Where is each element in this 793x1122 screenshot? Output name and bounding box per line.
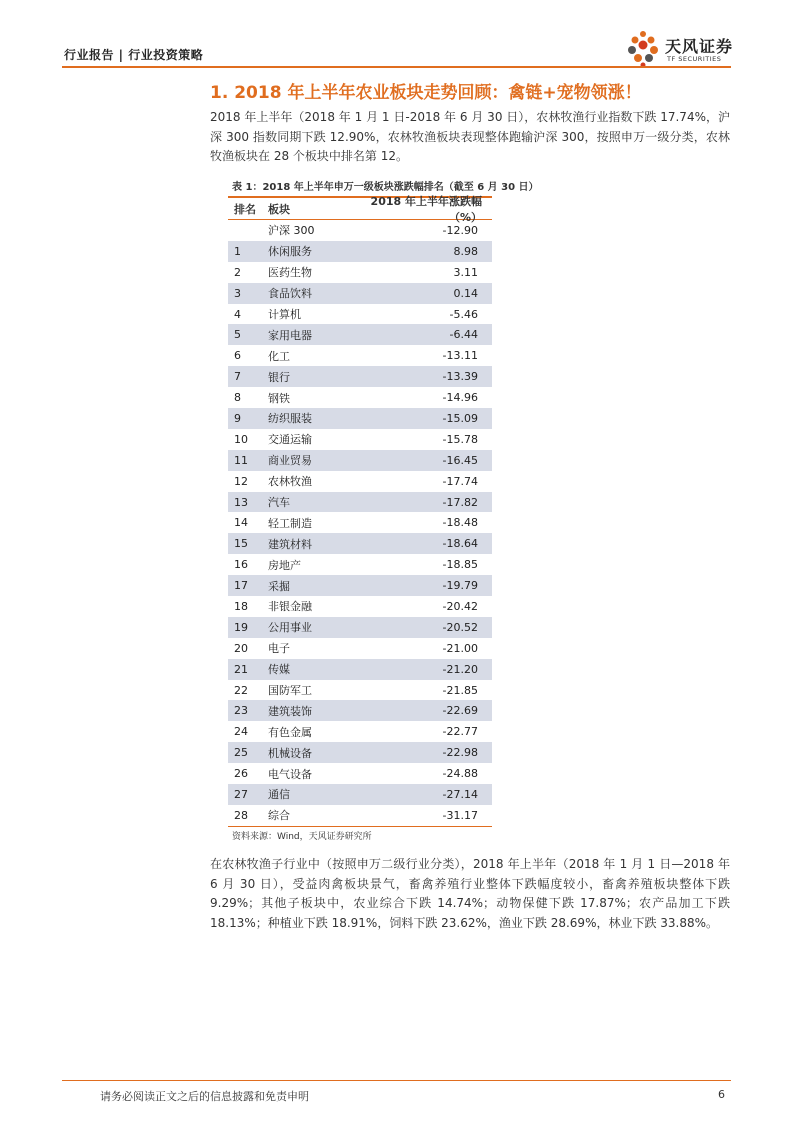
cell-sector: 商业贸易 (268, 454, 312, 468)
cell-sector: 建筑材料 (268, 537, 312, 551)
table-row (228, 554, 492, 575)
cell-change: -6.44 (449, 328, 478, 342)
table-source: 资料来源：Wind，天风证券研究所 (232, 832, 372, 842)
table-row (228, 784, 492, 805)
header-divider (62, 66, 731, 68)
cell-change: -13.39 (442, 370, 478, 384)
table-row (228, 721, 492, 742)
cell-change: -17.74 (442, 474, 478, 488)
cell-rank: 6 (234, 349, 241, 363)
cell-rank: 5 (234, 328, 241, 342)
header-rank: 排名 (234, 202, 256, 216)
table-row (228, 763, 492, 784)
report-category: 行业报告 | 行业投资策略 (64, 48, 204, 62)
table-row (228, 283, 492, 304)
cell-rank: 27 (234, 787, 248, 801)
cell-rank: 23 (234, 704, 248, 718)
cell-change: -17.82 (442, 495, 478, 509)
cell-rank: 12 (234, 474, 248, 488)
cell-change: -22.77 (442, 725, 478, 739)
cell-sector: 汽车 (268, 496, 290, 510)
cell-rank: 8 (234, 391, 241, 405)
table-row (228, 345, 492, 366)
cell-sector: 通信 (268, 788, 290, 802)
table-row (228, 450, 492, 471)
cell-rank: 1 (234, 244, 241, 258)
cell-rank: 4 (234, 307, 241, 321)
cell-rank: 2 (234, 265, 241, 279)
table-caption: 表 1：2018 年上半年申万一级板块涨跌幅排名（截至 6 月 30 日） (232, 182, 539, 193)
cell-sector: 房地产 (268, 558, 301, 572)
table-row (228, 680, 492, 701)
logo-cn-text: 天风证券 (665, 37, 734, 56)
table-row (228, 805, 492, 826)
cell-change: -5.46 (449, 307, 478, 321)
cell-rank: 28 (234, 808, 248, 822)
cell-rank: 16 (234, 558, 248, 572)
cell-sector: 轻工制造 (268, 516, 312, 530)
footer-disclaimer: 请务必阅读正文之后的信息披露和免责申明 (100, 1090, 309, 1103)
cell-sector: 医药生物 (268, 266, 312, 280)
table-row (228, 512, 492, 533)
cell-change: -21.20 (442, 662, 478, 676)
cell-change: 0.14 (453, 286, 478, 300)
logo-en-text: TF SECURITIES (667, 55, 722, 63)
cell-change: -19.79 (442, 579, 478, 593)
table-row (228, 220, 492, 241)
section-title: 1. 2018 年上半年农业板块走势回顾：禽链+宠物领涨！ (210, 83, 642, 103)
table-row (228, 366, 492, 387)
cell-rank: 14 (234, 516, 248, 530)
company-logo (625, 28, 735, 68)
cell-change: -21.00 (442, 641, 478, 655)
cell-change: -16.45 (442, 453, 478, 467)
table-row (228, 408, 492, 429)
cell-sector: 综合 (268, 809, 290, 823)
table-row (228, 742, 492, 763)
table-row (228, 638, 492, 659)
table-header-row (228, 194, 492, 224)
table-row (228, 471, 492, 492)
cell-change: -22.98 (442, 746, 478, 760)
cell-change: -13.11 (442, 349, 478, 363)
table-row (228, 241, 492, 262)
cell-rank: 11 (234, 453, 248, 467)
cell-rank: 7 (234, 370, 241, 384)
cell-rank: 13 (234, 495, 248, 509)
header-change: 2018 年上半年涨跌幅（%） (370, 194, 482, 224)
cell-sector: 机械设备 (268, 746, 312, 760)
cell-sector: 国防军工 (268, 684, 312, 698)
cell-rank: 20 (234, 641, 248, 655)
cell-change: -20.42 (442, 599, 478, 613)
page-number: 6 (718, 1088, 725, 1101)
cell-change: -24.88 (442, 767, 478, 781)
table-row (228, 262, 492, 283)
cell-change: -18.64 (442, 537, 478, 551)
cell-rank: 25 (234, 746, 248, 760)
cell-sector: 家用电器 (268, 328, 312, 342)
cell-sector: 休闲服务 (268, 245, 312, 259)
cell-sector: 采掘 (268, 579, 290, 593)
cell-rank: 26 (234, 767, 248, 781)
cell-change: 8.98 (453, 244, 478, 258)
table-row (228, 575, 492, 596)
cell-change: -18.48 (442, 516, 478, 530)
cell-sector: 电子 (268, 642, 290, 656)
intro-paragraph: 2018 年上半年（2018 年 1 月 1 日-2018 年 6 月 30 日），农林牧渔行业指数下跌 17.74%，沪深 300 指数同期下跌 12.90%，农林牧渔板块表现整体跑输沪深 300，按照申万一级分类，农林牧渔板块在 28 个板块中排名第 12。 (210, 110, 730, 163)
table-row (228, 700, 492, 721)
table-row (228, 533, 492, 554)
cell-change: -18.85 (442, 558, 478, 572)
table-row (228, 324, 492, 345)
cell-sector: 建筑装饰 (268, 704, 312, 718)
cell-rank: 3 (234, 286, 241, 300)
cell-rank: 19 (234, 620, 248, 634)
logo-icon (625, 28, 661, 68)
cell-sector: 电气设备 (268, 767, 312, 781)
cell-sector: 计算机 (268, 308, 301, 321)
cell-sector: 有色金属 (268, 725, 312, 739)
sector-ranking-table (228, 196, 492, 827)
cell-change: -21.85 (442, 683, 478, 697)
table-row (228, 617, 492, 638)
cell-sector: 纺织服装 (268, 412, 312, 426)
cell-change: -20.52 (442, 620, 478, 634)
table-bottom-rule (228, 826, 492, 827)
table-body (228, 220, 492, 826)
cell-rank: 21 (234, 662, 248, 676)
cell-change: -27.14 (442, 787, 478, 801)
cell-sector: 化工 (268, 349, 290, 363)
cell-change: 3.11 (453, 265, 478, 279)
cell-rank: 24 (234, 725, 248, 739)
cell-rank: 18 (234, 599, 248, 613)
cell-sector: 食品饮料 (268, 287, 312, 301)
subsector-paragraph: 在农林牧渔子行业中（按照申万二级行业分类），2018 年上半年（2018 年 1 月 1 日—2018 年 6 月 30 日），受益肉禽板块景气，畜禽养殖行业整体下跌幅度较小，畜禽养殖板块整体下跌 9.29%；其他子板块中，农业综合下跌 14.74%；动物保健下跌 17.87%；农产品加工下跌 18.13%；种植业下跌 18.91%，饲料下跌 23.62%，渔业下跌 28.69%，林业下跌 33.88%。 (210, 857, 730, 930)
cell-change: -12.90 (442, 223, 478, 237)
cell-rank: 22 (234, 683, 248, 697)
cell-sector: 农林牧渔 (268, 475, 312, 489)
cell-sector: 公用事业 (268, 621, 312, 635)
table-row (228, 304, 492, 325)
cell-rank: 10 (234, 432, 248, 446)
header-sector: 板块 (268, 202, 290, 216)
cell-sector: 沪深 300 (268, 224, 315, 238)
table-row (228, 659, 492, 680)
cell-change: -15.09 (442, 411, 478, 425)
table-row (228, 429, 492, 450)
cell-sector: 传媒 (268, 663, 290, 677)
cell-change: -14.96 (442, 391, 478, 405)
cell-change: -31.17 (442, 808, 478, 822)
footer-divider (62, 1080, 731, 1081)
cell-rank: 15 (234, 537, 248, 551)
cell-change: -22.69 (442, 704, 478, 718)
cell-sector: 钢铁 (268, 391, 290, 405)
cell-rank: 17 (234, 579, 248, 593)
cell-sector: 银行 (268, 370, 290, 384)
cell-rank: 9 (234, 411, 241, 425)
table-row (228, 387, 492, 408)
table-row (228, 596, 492, 617)
cell-sector: 交通运输 (268, 433, 312, 447)
table-row (228, 492, 492, 513)
cell-sector: 非银金融 (268, 600, 312, 614)
cell-change: -15.78 (442, 432, 478, 446)
